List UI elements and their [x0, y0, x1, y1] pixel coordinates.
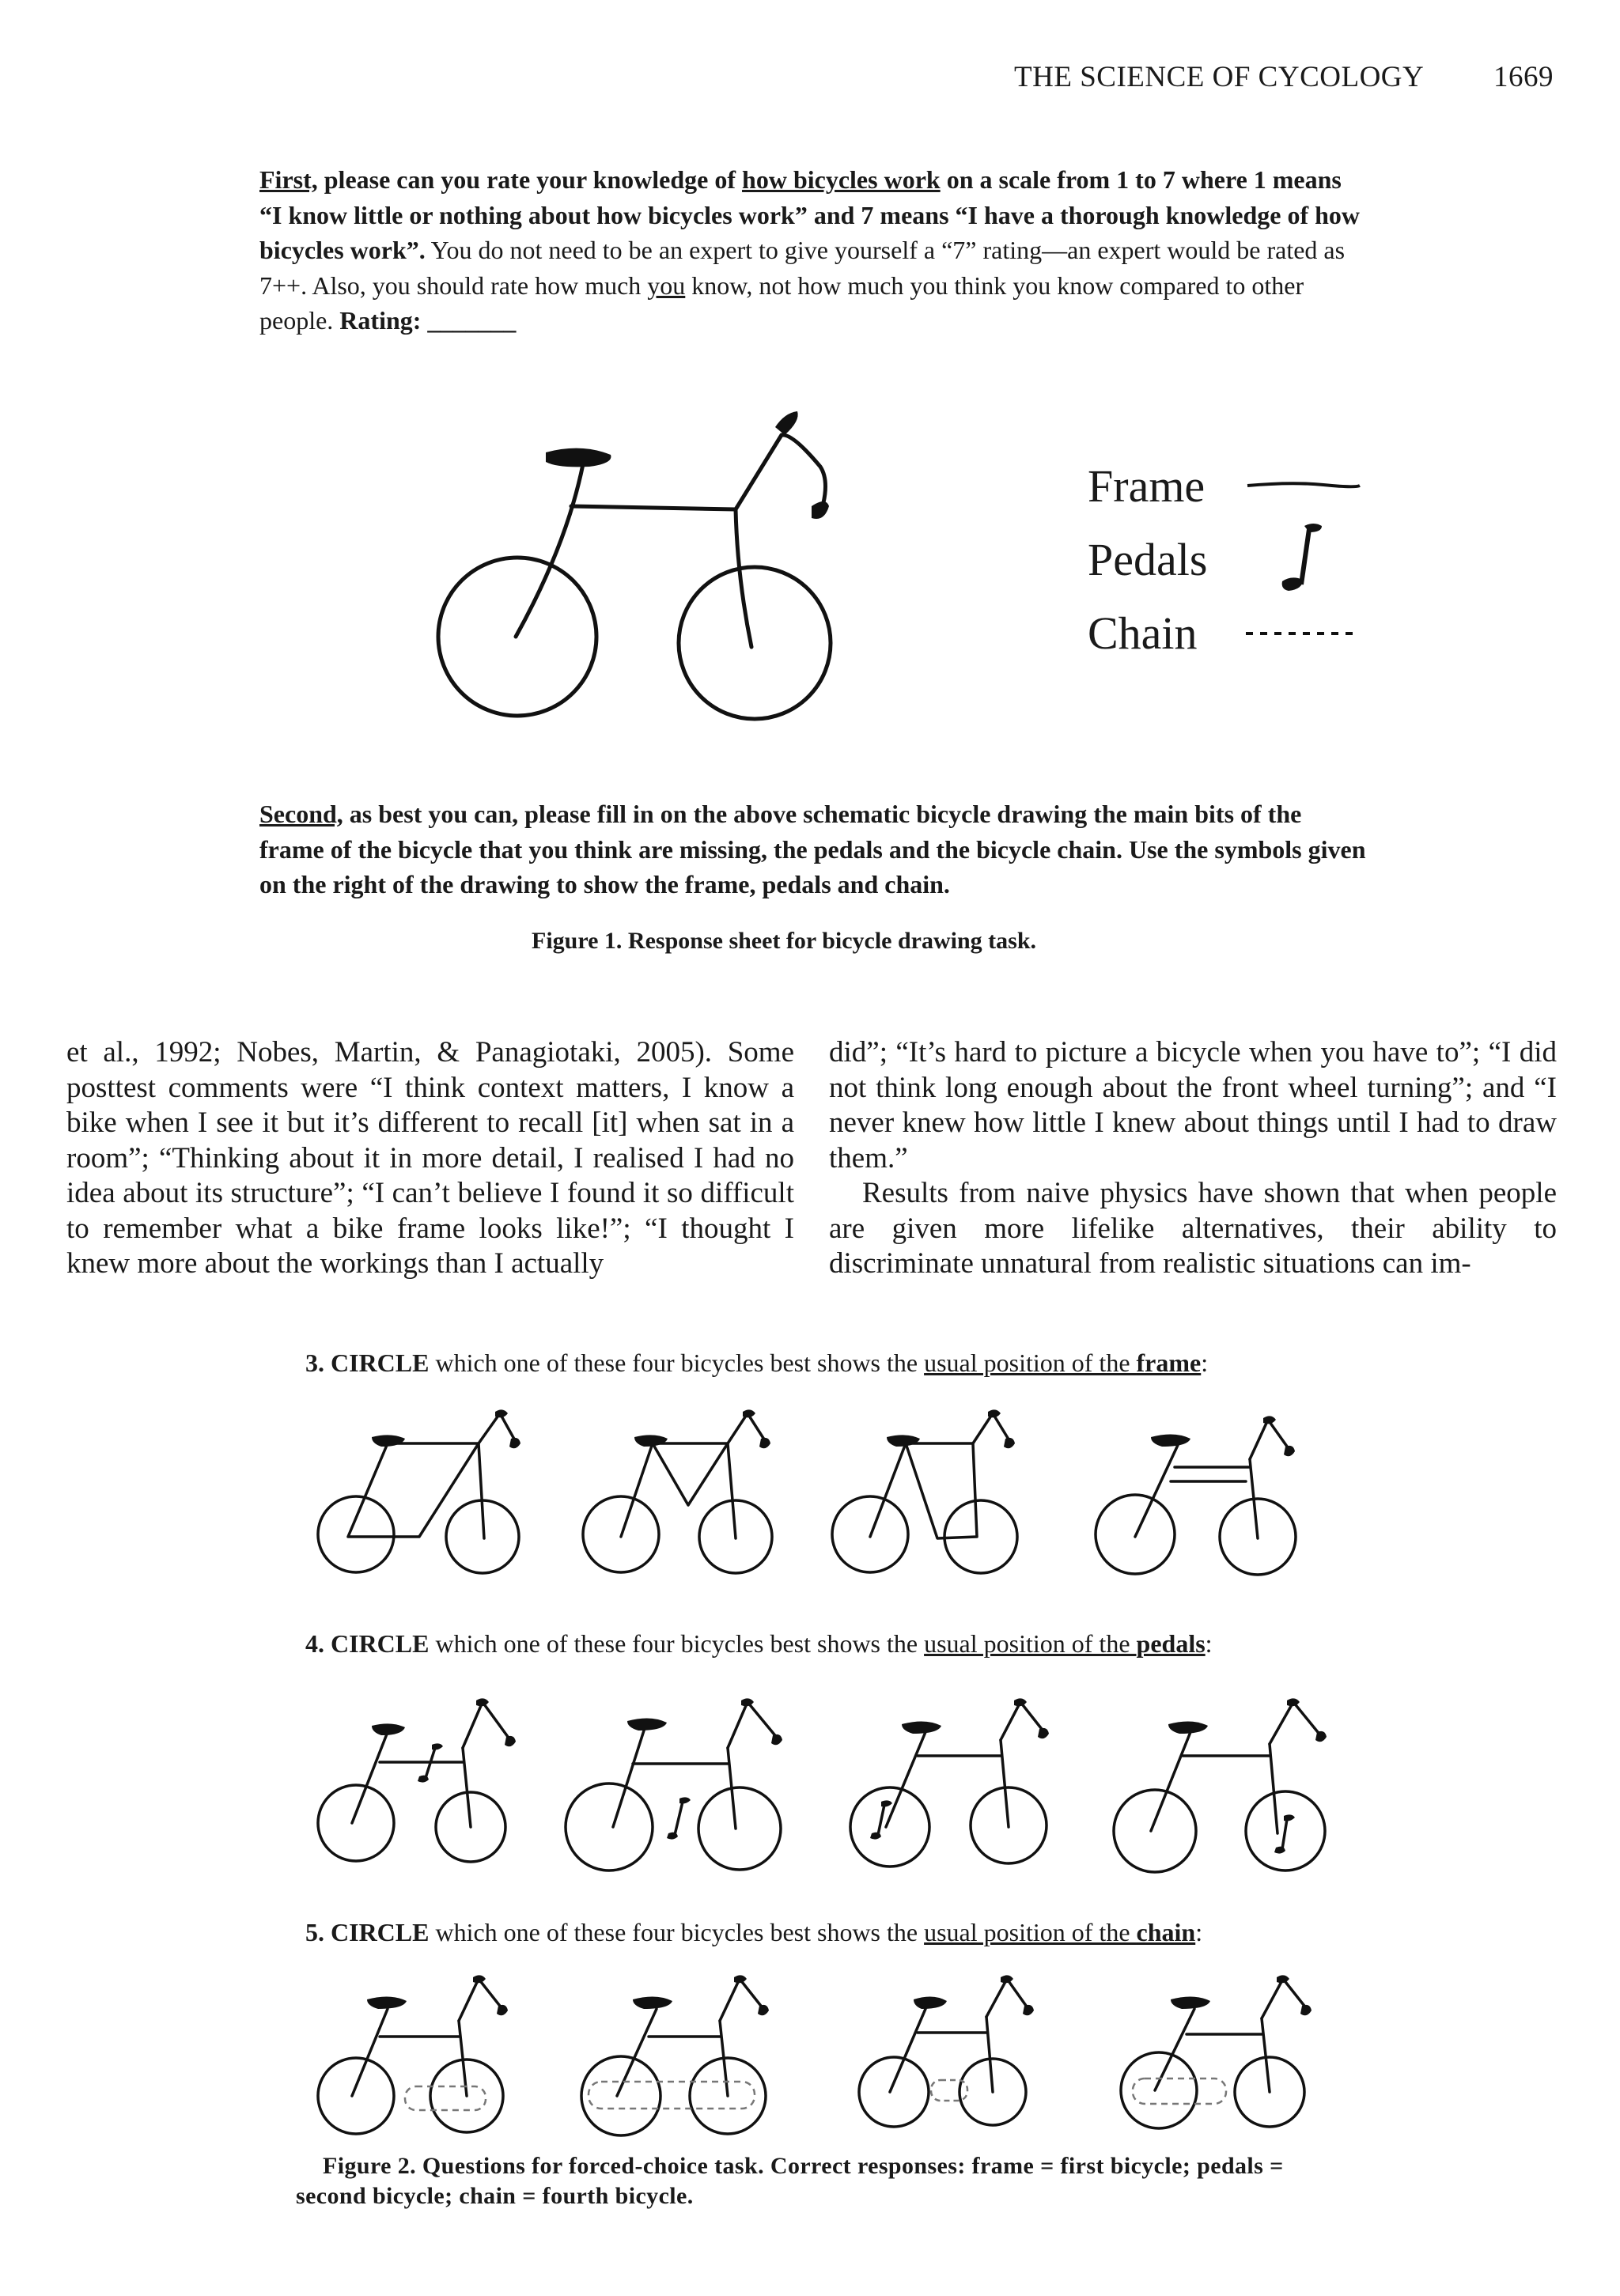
first-bold-2: on a scale from 1 to 7 where 1 means “I know little or nothing about how bicycles work” and 7 means “I have a thorough knowledge of how bicycles work”. — [259, 165, 1360, 264]
seat-tube — [516, 464, 583, 637]
symbol-legend — [1088, 449, 1207, 670]
question-3 — [305, 1348, 1208, 1378]
frame-symbol-icon — [1244, 478, 1363, 494]
head-tube — [736, 509, 751, 647]
question-5-end: : — [1195, 1918, 1203, 1946]
body-left-column — [66, 1035, 794, 1282]
first-bold-1: please can you rate your knowledge of — [317, 165, 743, 194]
figure-2-caption: Figure 2. Questions for forced-choice task. Correct responses: frame = first bicycle; pedals = second bicycle; chain = fourth bicycle. — [296, 2153, 1284, 2209]
right-column-paragraph-2: Results from naive physics have shown that when people are given more lifelike alternatives, their ability to discriminate unnatural from realistic situations can im- — [829, 1177, 1557, 1280]
pedals-option-2[interactable] — [566, 1693, 795, 1882]
pedals-option-3[interactable] — [846, 1700, 1060, 1874]
frame-option-3[interactable] — [827, 1412, 1032, 1586]
drawing-instruction — [259, 796, 1367, 902]
legend-frame-label: Frame — [1088, 460, 1206, 512]
rating-label: Rating: — [339, 306, 422, 335]
question-5-part: chain — [1136, 1918, 1196, 1946]
schematic-bicycle — [427, 395, 854, 739]
legend-chain-label: Chain — [1088, 607, 1198, 659]
saddle — [546, 448, 611, 467]
legend-pedals-label: Pedals — [1088, 534, 1208, 585]
rating-blank: _______ — [427, 306, 517, 335]
first-normal-1: You do not need to be an expert to give yourself a “7” rating—an expert would be rated as 7++. Also, you should rate how much — [259, 236, 1346, 300]
right-column-paragraph-1: did”; “It’s hard to picture a bicycle when you have to”; “I did not think long enough about the front wheel turning”; and “I never knew how little I knew about things until I had to draw them.” — [829, 1036, 1557, 1174]
legend-pedals — [1088, 523, 1207, 596]
handlebar-stem — [736, 435, 826, 514]
left-column-text: et al., 1992; Nobes, Martin, & Panagiotaki, 2005). Some posttest comments were “I think context matters, I know a bike when I see it but it’s different to recall [it] when sat in a room”; “Thinking about it in more detail, I realised I had no idea about its structure”; “I can’t believe I found it so difficult to remember what a bike frame looks like!”; “I thought I knew more about the workings than I actually — [66, 1036, 794, 1280]
question-5-underlined: usual position of the — [924, 1918, 1137, 1946]
frame-option-2[interactable] — [577, 1412, 783, 1586]
question-3-end: : — [1201, 1348, 1209, 1377]
chain-option-1[interactable] — [316, 1977, 522, 2147]
running-head — [1014, 60, 1554, 94]
second-text: as best you can, please fill in on the above schematic bicycle drawing the main bits of the frame of the bicycle that you think are missing, the pedals and the bicycle chain. Use the symbols given on the right of the drawing to show the frame, pedals and chain. — [259, 800, 1366, 898]
question-4-text: which one of these four bicycles best shows the — [429, 1629, 925, 1658]
front-wheel — [679, 567, 831, 719]
figure-1-caption: Figure 1. Response sheet for bicycle drawing task. — [532, 928, 1037, 954]
chain-option-3[interactable] — [858, 1977, 1048, 2147]
pedals-option-1[interactable] — [316, 1700, 522, 1874]
question-3-number: 3. — [305, 1348, 324, 1377]
running-head-title: THE SCIENCE OF CYCOLOGY — [1014, 61, 1425, 93]
page-number: 1669 — [1493, 61, 1554, 93]
question-5-circle: CIRCLE — [331, 1918, 430, 1946]
chain-option-4[interactable] — [1115, 1977, 1321, 2147]
question-4-number: 4. — [305, 1629, 324, 1658]
body-right-column — [829, 1035, 1557, 1282]
handlebar-grip-top — [775, 411, 798, 435]
question-4 — [305, 1629, 1213, 1659]
question-4-part: pedals — [1136, 1629, 1206, 1658]
first-underlined-phrase: how bicycles work — [742, 165, 941, 194]
question-4-circle: CIRCLE — [331, 1629, 430, 1658]
schematic-bicycle-drawing — [427, 395, 854, 736]
pedal-symbol-icon — [1277, 520, 1325, 599]
frame-option-4[interactable] — [1088, 1412, 1309, 1586]
question-3-underlined: usual position of the — [924, 1348, 1137, 1377]
question-4-end: : — [1205, 1629, 1213, 1658]
first-you: you — [647, 270, 686, 300]
rating-instruction — [259, 162, 1367, 339]
first-label: First, — [259, 165, 318, 194]
question-5-text: which one of these four bicycles best shows the — [429, 1918, 925, 1946]
legend-chain — [1088, 596, 1207, 670]
question-3-text: which one of these four bicycles best shows the — [429, 1348, 925, 1377]
question-3-part: frame — [1136, 1348, 1202, 1377]
question-5 — [305, 1918, 1202, 1947]
frame-option-1[interactable] — [316, 1412, 522, 1586]
question-4-underlined: usual position of the — [924, 1629, 1137, 1658]
question-5-number: 5. — [305, 1918, 324, 1946]
handlebar-grip-bottom — [812, 501, 829, 519]
pedals-option-4[interactable] — [1111, 1700, 1341, 1882]
chain-symbol-icon — [1243, 628, 1361, 639]
top-tube — [571, 506, 736, 509]
legend-frame — [1088, 449, 1207, 523]
chain-option-2[interactable] — [577, 1977, 783, 2147]
first-normal-2: know, not how much you think you know compared to other people. — [259, 270, 1304, 335]
question-3-circle: CIRCLE — [331, 1348, 430, 1377]
second-label: Second, — [259, 800, 343, 828]
